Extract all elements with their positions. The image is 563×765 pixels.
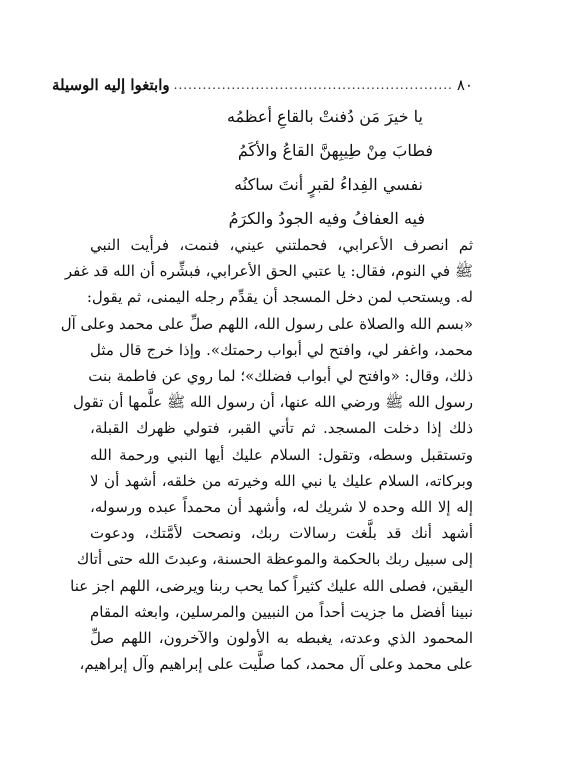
header-dot-leader: .......................................................... [173,78,453,92]
text-line: أشهد أنك قد بلَّغت رسالات ربك، ونصحت لأمَّتك، ودعوت [90,524,473,543]
text-line: اليقين، فصلى الله عليك كثيراً كما يحب ربنا ويرضى، اللهم اجز عنا [70,576,473,595]
poem-verse: فيه العفافُ وفيه الجودُ والكرَمُ [228,209,425,228]
text-line: وتستقبل وسطه، وتقول: السلام عليك أيها النبي ورحمة الله [90,445,473,464]
text-line: المحمود الذي وعدته، يغبطه به الأولون والآخرون، اللهم صلِّ [90,629,473,648]
page-header [52,68,473,94]
poem-block [100,100,463,236]
text-line: «بسم الله والصلاة على رسول الله، اللهم صلِّ على محمد وعلى آل [60,314,473,333]
text-line: إلى سبيل ربك بالحكمة والموعظة الحسنة، وعبدتَ الله حتى أتاك [76,550,473,569]
poem-verse: يا خيرَ مَن دُفنتْ بالقاعِ أعظمُه [226,107,423,126]
text-line: على محمد وعلى آل محمد، كما صلَّيت على إبراهيم وآل إبراهيم، [79,655,473,674]
poem-verse: فطابَ مِنْ طِيبِهنَّ القاعُ والأكَمُ [237,141,433,160]
poem-verse: نفسي الفِداءُ لقبرٍ أنتَ ساكنُه [234,175,423,194]
page-number: ٨٠ [456,76,473,94]
text-line: ﷺ في النوم، فقال: يا عتبي الحق الأعرابي، فبشِّره أن الله قد غفر [64,262,473,281]
text-line: رسول الله ﷺ ورضي الله عنها، أن رسول الله ﷺ علَّمها أن تقول [73,393,473,412]
text-line: ذلك إذا دخلت المسجد. ثم تأتي القبر، فتولي ظهرك القبلة، [90,419,473,438]
text-line: ثم انصرف الأعرابي، فحملتني عيني، فنمت، فرأيت النبي [90,236,473,254]
text-line: له. ويستحب لمن دخل المسجد أن يقدِّم رجله اليمنى، ثم يقول: [86,288,473,307]
text-line: محمد، واغفر لي، وافتح لي أبواب رحمتك». وإذا خرج قال مثل [90,340,473,359]
text-line: ذلك، وقال: «وافتح لي أبواب فضلك»؛ لما روي عن فاطمة بنت [88,367,473,386]
running-title: وابتغوا إليه الوسيلة [52,76,170,94]
body-text [60,232,473,702]
text-line: وبركاته، السلام عليك يا نبي الله وخيرته من خلقه، أشهد أن لا [90,471,473,490]
text-line: إله إلا الله وحده لا شريك له، وأشهد أن محمداً عبده ورسوله، [90,498,473,517]
text-line: نبينا أفضل ما جزيت أحداً من النبيين والمرسلين، وابعثه المقام [90,602,473,621]
